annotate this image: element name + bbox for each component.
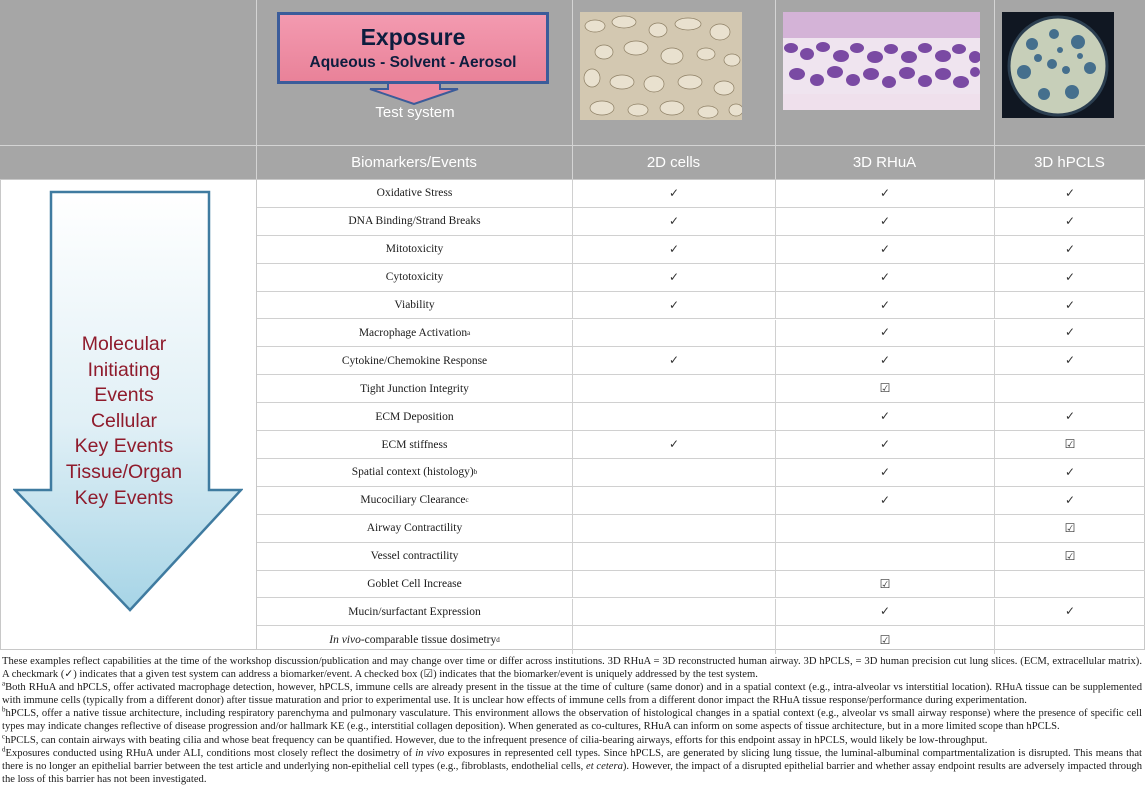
- biomarker-label: Spatial context (histology) b: [257, 459, 573, 486]
- biomarker-table: [0, 179, 1145, 650]
- cell-3d-hpcls: ✓: [1064, 409, 1076, 424]
- cell-2d-cells: [573, 375, 776, 402]
- biomarker-label: ECM Deposition: [257, 403, 573, 430]
- cell-3d-rhua: ✓: [776, 320, 995, 347]
- cell-3d-rhua: ✓: [776, 236, 995, 263]
- table-row: [257, 347, 1145, 375]
- arrow-line: Cellular: [90, 409, 158, 432]
- arrow-line: Molecular: [81, 333, 167, 355]
- arrow-line: Tissue/Organ: [65, 460, 183, 483]
- table-row: [257, 180, 1145, 208]
- cell-2d-cells: ✓: [573, 236, 776, 263]
- cell-3d-hpcls: ✓: [1064, 213, 1076, 228]
- 2d-cells-image: [580, 12, 742, 120]
- col-header-biomarkers: Biomarkers/Events: [351, 154, 477, 171]
- cell-3d-hpcls: ✓: [1064, 325, 1076, 340]
- biomarker-label: Cytokine/Chemokine Response: [257, 347, 573, 374]
- cell-2d-cells: [573, 626, 776, 654]
- cell-2d-cells: [573, 515, 776, 542]
- exposure-subtitle: Aqueous - Solvent - Aerosol: [309, 54, 517, 71]
- 3d-rhua-image: [783, 12, 980, 110]
- cell-3d-rhua: [776, 543, 995, 570]
- biomarker-label: Mitotoxicity: [257, 236, 573, 263]
- arrow-line: Events: [94, 384, 154, 407]
- arrow-line: Key Events: [74, 486, 174, 509]
- table-row: [257, 571, 1145, 599]
- cell-3d-hpcls: ✓: [1064, 464, 1076, 479]
- table-row: [257, 515, 1145, 543]
- table-row: [257, 459, 1145, 487]
- table-row: [257, 431, 1145, 459]
- cell-3d-rhua: ✓: [776, 264, 995, 291]
- col-header-3d-hpcls: 3D hPCLS: [1034, 154, 1105, 171]
- event-arrow-cell: [1, 180, 257, 649]
- footnote-b: $^b$hPCLS, offer a native tissue architecture, including respiratory parenchyma and pulmonary vasculature. This environment allows the observation of histological changes in a spatial context (e.g., alveolar vs small airway response) where the presence of specific cell types may indicate changes reflective of disease progression and/or hallmark KE (e.g., interstitial collagen deposition). When generated as co-cultures, RHuA can inform on some aspects of tissue architecture, but in a more limited scope than hPCLS.: [2, 705, 1142, 733]
- cell-3d-rhua: ☑: [776, 375, 995, 402]
- biomarker-label: Tight Junction Integrity: [257, 375, 573, 402]
- biomarker-label: Viability: [257, 292, 573, 319]
- cell-3d-hpcls: ☑: [1064, 548, 1076, 563]
- table-row: [257, 375, 1145, 403]
- biomarker-label: DNA Binding/Strand Breaks: [257, 208, 573, 235]
- biomarker-label: Macrophage Activation a: [257, 320, 573, 347]
- cell-2d-cells: ✓: [573, 264, 776, 291]
- col-header-3d-rhua: 3D RHuA: [852, 154, 917, 171]
- cell-2d-cells: [573, 403, 776, 430]
- cell-2d-cells: [573, 320, 776, 347]
- arrow-line: Initiating: [87, 358, 161, 381]
- cell-2d-cells: ✓: [573, 431, 776, 458]
- cell-2d-cells: [573, 459, 776, 486]
- cell-3d-rhua: ✓: [776, 487, 995, 514]
- cell-2d-cells: ✓: [573, 292, 776, 319]
- cell-2d-cells: [573, 571, 776, 598]
- cell-3d-hpcls: ☑: [1064, 437, 1076, 452]
- cell-3d-hpcls: ✓: [1064, 241, 1076, 256]
- cell-3d-hpcls: ✓: [1064, 353, 1076, 368]
- cell-3d-hpcls: [995, 375, 1145, 402]
- 3d-hpcls-image: [1002, 12, 1114, 118]
- cell-2d-cells: [573, 599, 776, 626]
- cell-3d-rhua: ☑: [776, 571, 995, 598]
- cell-3d-hpcls: ✓: [1064, 297, 1076, 312]
- footnote-intro: These examples reflect capabilities at the time of the workshop discussion/publication and may change over time or differ across institutions. 3D RHuA = 3D reconstructed human airway. 3D hPCLS, = 3D human precision cut lung slices. (ECM, extracellular matrix). A checkmark (✓) indicates that a given test system can address a biomarker/event. A checked box (☑) indicates that the biomarker/event is uniquely addressed by the test system.: [2, 656, 1142, 681]
- table-footnotes: [2, 655, 1142, 786]
- table-row: [257, 626, 1145, 654]
- biomarker-label: Airway Contractility: [257, 515, 573, 542]
- test-system-label: Test system: [375, 104, 455, 121]
- biomarker-label: Vessel contractility: [257, 543, 573, 570]
- arrow-label: [31, 332, 217, 511]
- down-arrow-icon: [368, 83, 460, 105]
- cell-2d-cells: [573, 487, 776, 514]
- cell-3d-rhua: ✓: [776, 431, 995, 458]
- cell-3d-rhua: ✓: [776, 599, 995, 626]
- biomarker-label: Oxidative Stress: [257, 180, 573, 207]
- biomarker-label: Cytotoxicity: [257, 264, 573, 291]
- cell-3d-rhua: ✓: [776, 459, 995, 486]
- table-row: [257, 320, 1145, 348]
- cell-3d-hpcls: ✓: [1064, 269, 1076, 284]
- table-row: [257, 236, 1145, 264]
- cell-2d-cells: ✓: [573, 347, 776, 374]
- footnote-d: $^d$Exposures conducted using RHuA under ALI, conditions most closely reflect the dosimetry of in vivo exposures in represented cell types. Since hPCLS, are generated by slicing lung tissue, the luminal-albuminal compartmentalization is disrupted. This means that there is no longer an epithelial barrier between the test article and underlying non-epithelial cell types (e.g., fibroblasts, endothelial cells, et cetera). However, the impact of a disrupted epithelial barrier and whether assay endpoint results are adversely impacted through the loss of this barrier has not been investigated.: [2, 745, 1142, 785]
- footnote-a: $^a$Both RHuA and hPCLS, offer activated macrophage detection, however, hPCLS, immune cells are already present in the tissue at the time of culture (same donor) and in a spatial context (e.g., intra-alveolar vs interstitial location). RHuA tissue can be supplemented with immune cells (typically from a different donor) after tissue maturation and prior to experimental use. It is unclear how effects of immune cells from a different donor impact the RHuA tissue response/performance during experimentation.: [2, 679, 1142, 707]
- cell-3d-rhua: ✓: [776, 347, 995, 374]
- table-row: [257, 403, 1145, 431]
- table-row: [257, 599, 1145, 627]
- cell-3d-rhua: ✓: [776, 292, 995, 319]
- cell-3d-rhua: ✓: [776, 403, 995, 430]
- arrow-line: Key Events: [74, 435, 174, 458]
- cell-3d-hpcls: [995, 571, 1145, 598]
- biomarker-label: Mucin/surfactant Expression: [257, 599, 573, 626]
- footnote-c: $^c$hPCLS, can contain airways with beating cilia and whose beat frequency can be quantified. However, due to the infrequent presence of cilia-bearing airways, efforts for this endpoint assay in hPCLS, would likely be low-throughput.: [2, 732, 988, 746]
- cell-3d-rhua: ✓: [776, 208, 995, 235]
- cell-3d-rhua: ✓: [776, 180, 995, 207]
- table-row: [257, 543, 1145, 571]
- biomarker-label: Mucociliary Clearance c: [257, 487, 573, 514]
- cell-3d-hpcls: ☑: [1064, 520, 1076, 535]
- exposure-title: Exposure: [360, 24, 466, 50]
- biomarker-label: In vivo -comparable tissue dosimetry d: [257, 626, 573, 654]
- table-header: [0, 0, 1145, 179]
- cell-3d-rhua: ☑: [776, 626, 995, 654]
- table-row: [257, 487, 1145, 515]
- table-row: [257, 292, 1145, 320]
- table-row: [257, 208, 1145, 236]
- biomarker-label: Goblet Cell Increase: [257, 571, 573, 598]
- cell-2d-cells: ✓: [573, 180, 776, 207]
- table-row: [257, 264, 1145, 292]
- cell-2d-cells: ✓: [573, 208, 776, 235]
- col-header-2d-cells: 2D cells: [646, 154, 701, 171]
- cell-3d-hpcls: ✓: [1064, 604, 1076, 619]
- biomarker-label: ECM stiffness: [257, 431, 573, 458]
- cell-3d-hpcls: ✓: [1064, 492, 1076, 507]
- cell-3d-hpcls: ✓: [1064, 185, 1076, 200]
- cell-3d-rhua: [776, 515, 995, 542]
- cell-3d-hpcls: [995, 626, 1145, 654]
- exposure-box: [277, 12, 549, 84]
- cell-2d-cells: [573, 543, 776, 570]
